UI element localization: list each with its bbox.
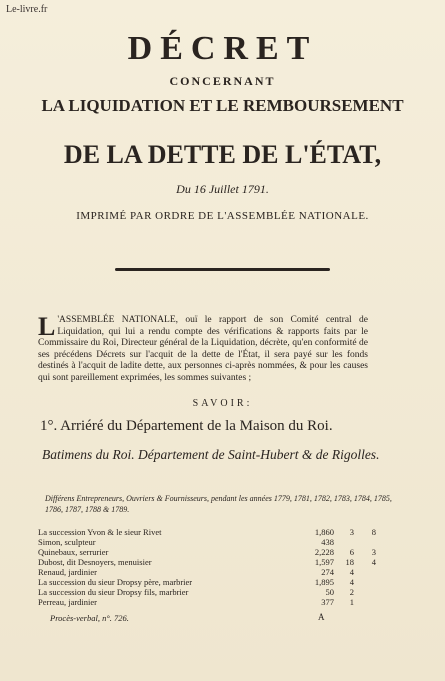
ledger-name: Perreau, jardinier [38,597,97,607]
imprint-line: IMPRIMÉ PAR ORDRE DE L'ASSEMBLÉE NATIONALE. [76,210,369,222]
ledger-row [38,597,378,607]
ledger-deniers: 8 [371,527,376,537]
ornamental-rule [115,268,330,271]
ledger-amount: 1,597 [314,557,334,567]
ledger-name: Simon, sculpteur [38,537,96,547]
decree-date: Du 16 Juillet 1791. [176,182,269,196]
concernant-line: CONCERNANT [169,74,276,88]
ledger-amount: 1,895 [314,577,334,587]
subsection-heading: Batimens du Roi. Département de Saint-Hubert & de Rigolles. [42,447,380,462]
preamble-text: 'ASSEMBLÉE NATIONALE, ouï le rapport de son Comité central de Liquidation, qui lui a rendu compte des vérifications & rapports faits par le Commissaire du Roi, Directeur général de la Liquidation, décrète, qu'en conformité de ses précédens Décrets sur l'acquit de la dette de l'État, il sera payé sur les fonds destinés à l'acquit de ladite dette, aux personnes ci-après nommées, & pour les causes qui sont pareillement exprimées, les sommes suivantes ; [38,315,368,383]
ledger-name: La succession du sieur Dropsy père, marbrier [38,577,193,587]
entrepreneurs-note: Différens Entrepreneurs, Ouvriers & Fournisseurs, pendant les années 1779, 1781, 1782, 1783, 1784, 1785, 1786, 1787, 1788 & 1789. [45,494,392,514]
savoir-heading: SAVOIR: [192,398,253,409]
document-title: DÉCRET [127,30,318,67]
watermark: Le-livre.fr [6,4,48,15]
ledger-row [38,537,378,547]
ledger-amount: 50 [325,587,334,597]
subtitle-line-1: LA LIQUIDATION ET LE REMBOURSEMENT [41,96,404,115]
ledger-sous: 1 [349,597,354,607]
ledger-name: La succession du sieur Dropsy fils, marbrier [38,587,189,597]
ledger-amount: 438 [321,537,334,547]
ledger-deniers: 4 [371,557,376,567]
preamble-paragraph [38,312,368,384]
section-heading: 1°. Arriéré du Département de la Maison du Roi. [40,418,333,434]
ledger-sous: 3 [349,527,354,537]
ledger-row [38,547,378,557]
ledger-name: La succession Yvon & le sieur Rivet [38,527,162,537]
ledger-deniers: 3 [371,547,376,557]
ledger-row [38,527,378,537]
signature-letter: A [318,612,325,622]
drop-cap: L [38,312,56,341]
ledger-sous: 6 [349,547,354,557]
ledger-name: Renaud, jardinier [38,567,98,577]
ledger-row [38,567,378,577]
ledger-sous: 18 [345,557,354,567]
ledger-amount: 1,860 [314,527,334,537]
ledger-name: Quinebaux, serrurier [38,547,109,557]
ledger-row [38,557,378,567]
ledger-row [38,577,378,587]
ledger-sous: 2 [349,587,354,597]
ledger-amount: 2,228 [314,547,334,557]
ledger-amount: 274 [321,567,334,577]
ledger-sous: 4 [349,577,354,587]
subtitle-line-2: DE LA DETTE DE L'ÉTAT, [63,140,382,169]
ledger-row [38,587,378,597]
ledger-amount: 377 [321,597,334,607]
ledger-sous: 4 [349,567,354,577]
proces-verbal-note: Procès-verbal, n°. 726. [50,613,129,623]
ledger-table [38,527,378,607]
ledger-name: Dubost, dit Desnoyers, menuisier [38,557,152,567]
